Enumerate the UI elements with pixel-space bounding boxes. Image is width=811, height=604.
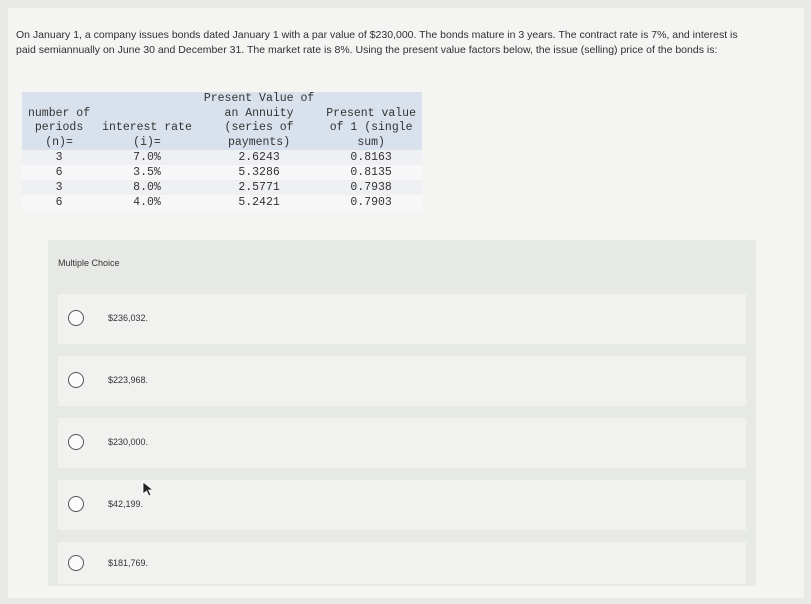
cell-pv-annuity: 5.3286 xyxy=(198,165,320,180)
cell-periods: 6 xyxy=(22,195,96,210)
cell-periods: 6 xyxy=(22,165,96,180)
table-header-row xyxy=(22,92,422,150)
question-page xyxy=(8,8,804,598)
cell-periods: 3 xyxy=(22,150,96,165)
choice-label: $236,032. xyxy=(108,313,149,323)
cell-pv-annuity: 2.6243 xyxy=(198,150,320,165)
choice-option-c[interactable] xyxy=(58,418,746,468)
header-pv-single-sum: Present value of 1 (single sum) xyxy=(320,92,422,150)
choice-label: $181,769. xyxy=(108,558,149,568)
mouse-pointer-icon xyxy=(142,481,156,497)
table-row xyxy=(22,150,422,165)
multiple-choice-panel xyxy=(48,240,756,586)
choice-label: $230,000. xyxy=(108,437,149,447)
choice-option-e[interactable] xyxy=(58,542,746,584)
radio-button-icon[interactable] xyxy=(68,310,84,326)
multiple-choice-title: Multiple Choice xyxy=(58,258,120,268)
radio-button-icon[interactable] xyxy=(68,434,84,450)
header-pv-annuity: Present Value of an Annuity (series of payments) xyxy=(198,92,320,150)
cell-rate: 8.0% xyxy=(96,180,198,195)
cell-pv-single: 0.7938 xyxy=(320,180,422,195)
cell-periods: 3 xyxy=(22,180,96,195)
cell-rate: 3.5% xyxy=(96,165,198,180)
header-periods: number of periods (n)= xyxy=(22,92,96,150)
present-value-table xyxy=(22,92,422,210)
choice-option-b[interactable] xyxy=(58,356,746,406)
choice-label: $223,968. xyxy=(108,375,149,385)
cell-pv-single: 0.7903 xyxy=(320,195,422,210)
cell-rate: 4.0% xyxy=(96,195,198,210)
radio-button-icon[interactable] xyxy=(68,496,84,512)
table-row xyxy=(22,165,422,180)
table-row xyxy=(22,180,422,195)
cell-pv-single: 0.8163 xyxy=(320,150,422,165)
cell-pv-annuity: 2.5771 xyxy=(198,180,320,195)
radio-button-icon[interactable] xyxy=(68,555,84,571)
radio-button-icon[interactable] xyxy=(68,372,84,388)
choice-label: $42,199. xyxy=(108,499,144,509)
cell-pv-annuity: 5.2421 xyxy=(198,195,320,210)
cell-rate: 7.0% xyxy=(96,150,198,165)
question-text: On January 1, a company issues bonds dated January 1 with a par value of $230,000. The bonds mature in 3 years. The contract rate is 7%, and interest is paid semiannually on June 30 and December 31. The market rate is 8%. Using the present value factors below, the issue (selling) price of the bonds is: xyxy=(16,29,738,56)
cell-pv-single: 0.8135 xyxy=(320,165,422,180)
header-interest-rate: interest rate (i)= xyxy=(96,92,198,150)
table-row xyxy=(22,195,422,210)
choice-option-a[interactable] xyxy=(58,294,746,344)
choice-option-d[interactable] xyxy=(58,480,746,530)
